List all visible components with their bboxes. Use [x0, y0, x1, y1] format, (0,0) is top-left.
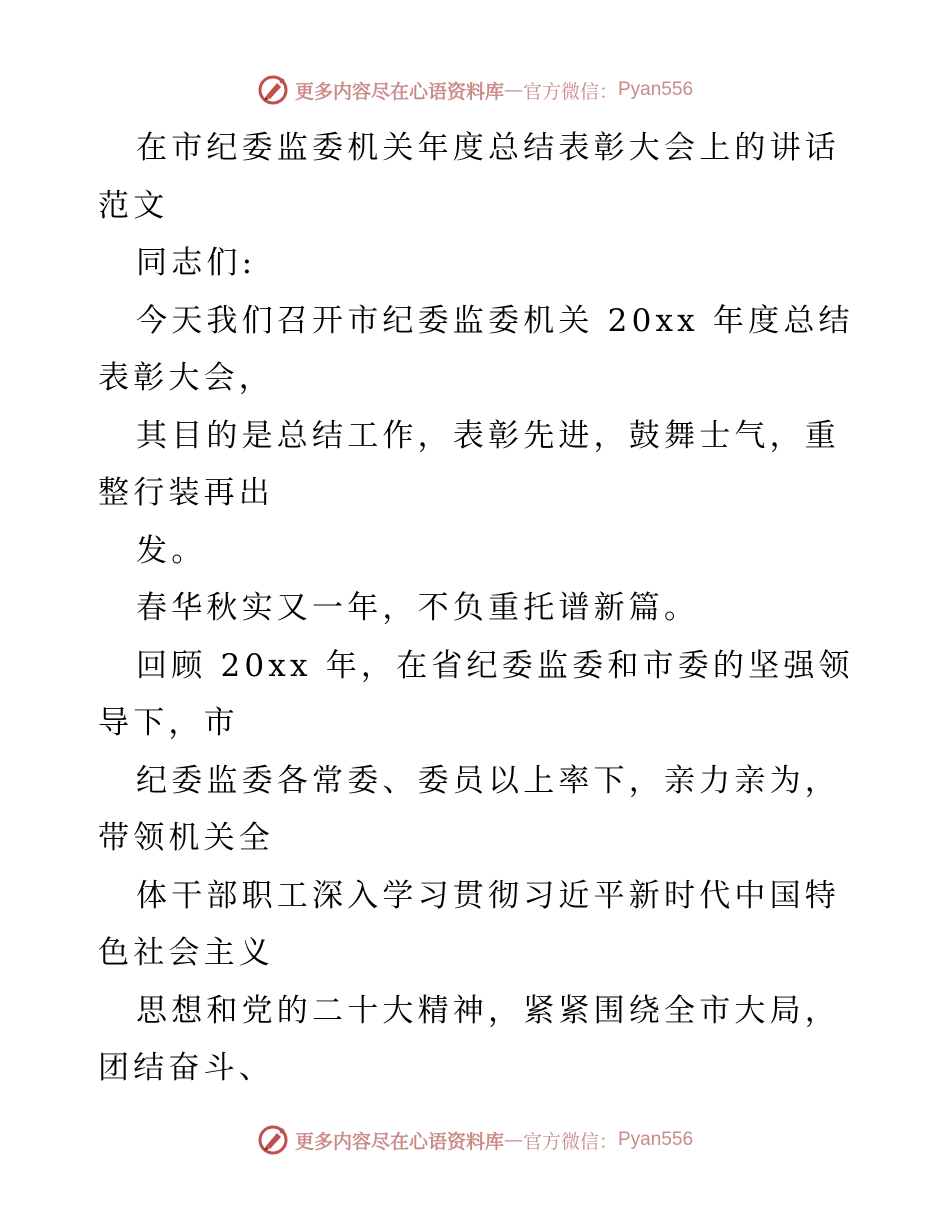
document-line: 其目的是总结工作，表彰先进，鼓舞士气，重整行装再出 [98, 417, 840, 511]
header-wechat-id: Pyan556 [618, 79, 694, 100]
footer-banner-separator: — [503, 1129, 523, 1151]
document-title: 在市纪委监委机关年度总结表彰大会上的讲话范文 [98, 130, 840, 224]
document-line: 发。 [136, 532, 207, 569]
document-line: 体干部职工深入学习贯彻习近平新时代中国特色社会主义 [98, 877, 840, 971]
footer-wechat-id: Pyan556 [618, 1129, 694, 1150]
document-line: 思想和党的二十大精神，紧紧围绕全市大局，团结奋斗、 [98, 992, 840, 1086]
header-banner [0, 70, 950, 110]
header-wechat-label: 官方微信： [522, 80, 618, 103]
footer-banner-text: 更多内容尽在心语资料库 [294, 1130, 504, 1153]
document-body [98, 120, 858, 1098]
pen-logo-icon [257, 1124, 289, 1156]
pen-logo-icon [257, 74, 289, 106]
header-banner-separator: — [503, 79, 523, 101]
document-line: 同志们: [136, 245, 257, 281]
document-line: 今天我们召开市纪委监委机关 20xx 年度总结表彰大会， [98, 302, 854, 396]
document-line: 纪委监委各常委、委员以上率下，亲力亲为，带领机关全 [98, 762, 840, 856]
header-banner-text: 更多内容尽在心语资料库 [294, 80, 504, 103]
document-line: 回顾 20xx 年，在省纪委监委和市委的坚强领导下，市 [98, 647, 854, 741]
document-line: 春华秋实又一年，不负重托谱新篇。 [136, 590, 700, 626]
footer-wechat-label: 官方微信： [522, 1130, 618, 1153]
footer-banner [0, 1120, 950, 1160]
